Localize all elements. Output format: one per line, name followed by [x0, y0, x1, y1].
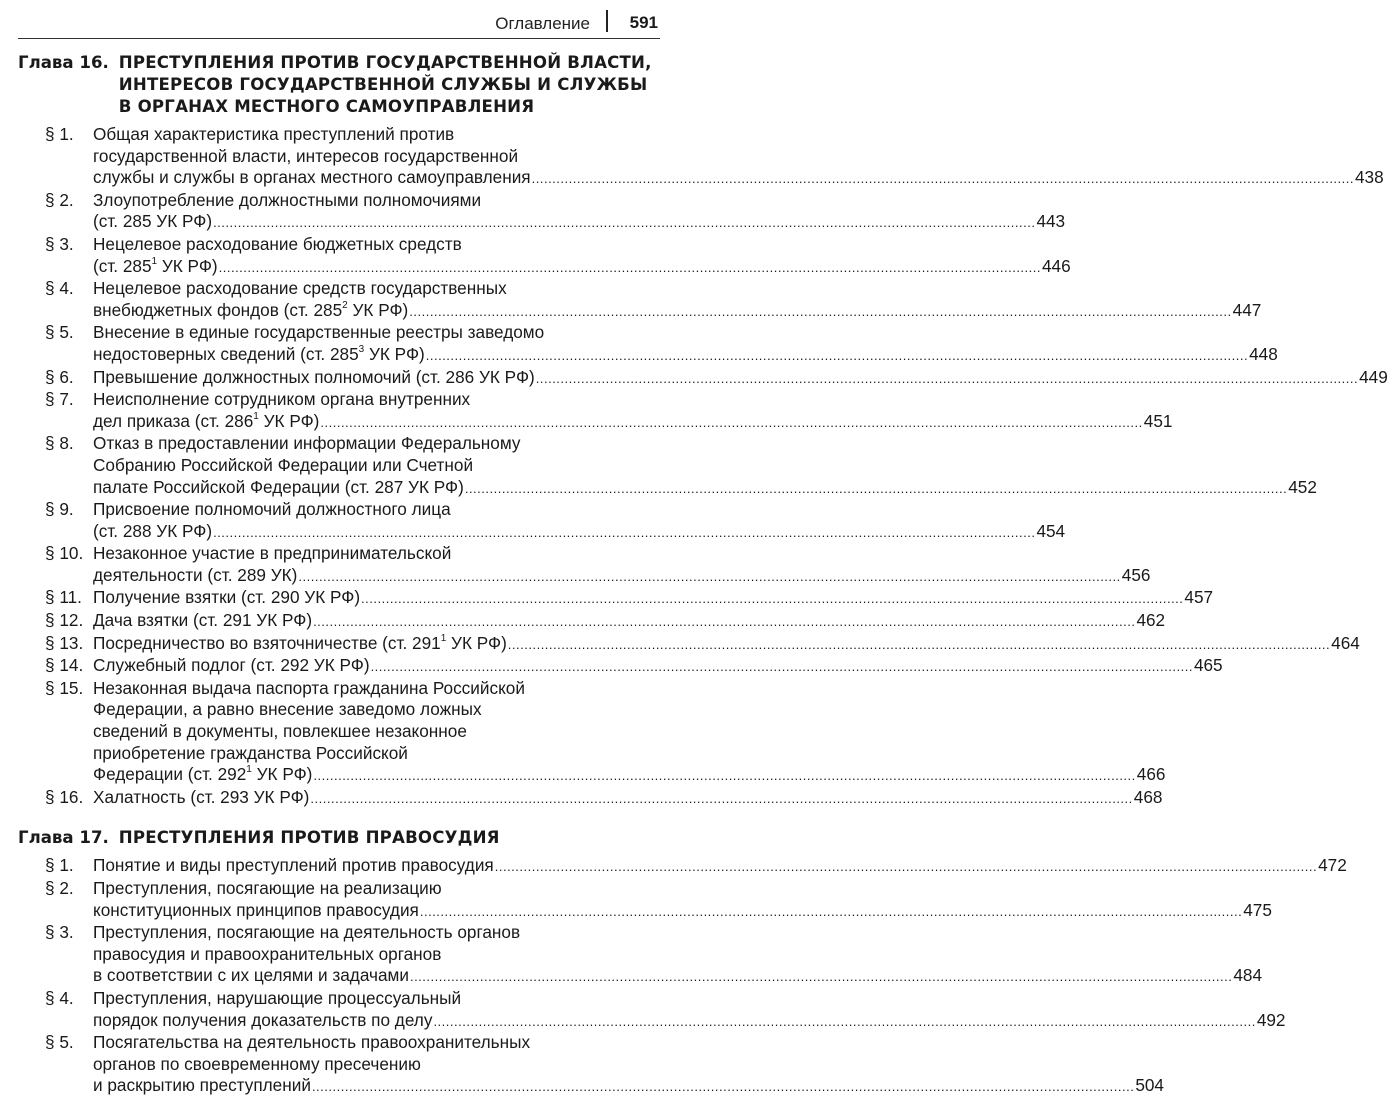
toc-entry-text: порядок получения доказательств по делу	[93, 1009, 433, 1030]
dot-leader	[508, 634, 1330, 656]
toc-entry-text: Незаконное участие в предпринимательской	[93, 543, 452, 564]
section-number: § 16.	[45, 786, 84, 807]
toc-entry-text: Внесение в единые государственные реестры заведомо	[93, 322, 545, 343]
section-number: § 7.	[45, 389, 74, 410]
toc-entry-text: (ст. 288 УК РФ)	[93, 520, 213, 541]
section-number: § 3.	[45, 922, 74, 943]
section-number: § 12.	[45, 610, 84, 631]
toc-entry-body	[93, 922, 1262, 988]
toc-entry-text: сведений в документы, повлекшее незаконное	[93, 721, 467, 742]
toc-entry-body	[93, 655, 1223, 678]
toc-entry-line	[93, 455, 1317, 477]
section-number: § 15.	[45, 677, 84, 698]
toc-entry[interactable]	[18, 855, 1347, 878]
section-number: § 4.	[45, 278, 74, 299]
toc-entry-body	[93, 499, 1065, 543]
page-number[interactable]: 472	[1318, 855, 1347, 876]
toc-entry-body	[93, 190, 1065, 234]
toc-entry-line	[93, 344, 1278, 367]
section-number: § 6.	[45, 366, 74, 387]
toc-entry[interactable]	[18, 677, 1166, 787]
toc-entry-line	[93, 190, 1065, 212]
toc-entry[interactable]	[18, 878, 1272, 922]
toc-entry-text: Получение взятки (ст. 290 УК РФ)	[93, 587, 361, 608]
section-number: § 14.	[45, 655, 84, 676]
dot-leader	[536, 368, 1358, 390]
toc-entry-text: деятельности (ст. 289 УК)	[93, 564, 298, 585]
toc-entry-line	[93, 234, 1071, 256]
toc-entry-line	[93, 367, 1388, 390]
toc-entry-text: Отказ в предоставлении информации Федеральному	[93, 433, 521, 454]
toc-entry-body	[93, 278, 1261, 322]
toc-entry-line	[93, 721, 1165, 743]
toc-entry-text: Неисполнение сотрудником органа внутренних	[93, 389, 471, 410]
toc-entry-text: Присвоение полномочий должностного лица	[93, 499, 451, 520]
chapter-label: Глава 17.	[18, 828, 109, 848]
toc-entry-body	[93, 234, 1071, 278]
page-number[interactable]: 464	[1331, 632, 1360, 653]
toc-entry-text: Нецелевое расходование бюджетных средств	[93, 233, 462, 254]
toc-entry-text: конституционных принципов правосудия	[93, 899, 419, 920]
toc-entry-line	[93, 167, 1384, 190]
toc-entry[interactable]	[18, 922, 1263, 988]
toc-entry-text: Служебный подлог (ст. 292 УК РФ)	[93, 655, 370, 676]
toc-entry-body	[93, 988, 1286, 1032]
header-section-title: Оглавление	[495, 14, 590, 33]
toc-entry[interactable]	[18, 786, 1163, 810]
toc-entry[interactable]	[18, 987, 1286, 1032]
chapter-1	[18, 52, 1388, 809]
dot-leader	[433, 1011, 1255, 1033]
toc-entry-line	[93, 655, 1223, 678]
toc-entry-text: палате Российской Федерации (ст. 287 УК РФ)	[93, 476, 464, 497]
toc-entry-line	[93, 743, 1165, 765]
toc-entry-text: Дача взятки (ст. 291 УК РФ)	[93, 610, 313, 631]
toc-entry-line	[93, 477, 1317, 500]
toc-entry-text: (ст. 285 УК РФ)	[93, 211, 213, 232]
dot-leader	[320, 412, 1142, 434]
dot-leader	[219, 257, 1041, 279]
dot-leader	[465, 478, 1287, 500]
page-number[interactable]: 448	[1249, 343, 1278, 364]
toc-entry[interactable]	[18, 543, 1151, 587]
toc-entry-line	[93, 278, 1261, 300]
toc-entry-text: Федерации (ст. $292^1$ УК РФ)	[93, 764, 313, 785]
page-number[interactable]: 457	[1184, 587, 1214, 608]
section-number: § 10.	[45, 543, 84, 564]
page-number[interactable]: 465	[1193, 655, 1223, 676]
toc-entry-line	[93, 1054, 1164, 1076]
table-of-contents	[18, 52, 1388, 1116]
toc-entry-line	[93, 587, 1213, 610]
dot-leader	[213, 212, 1035, 234]
toc-entry-line	[93, 900, 1272, 923]
page-number[interactable]: 449	[1359, 366, 1388, 387]
page-number[interactable]: 452	[1288, 476, 1317, 497]
section-number: § 3.	[45, 233, 74, 254]
toc-entry-body	[93, 1032, 1164, 1098]
toc-entry[interactable]	[18, 499, 1066, 543]
page-number[interactable]: 456	[1121, 564, 1151, 585]
toc-entry-text: государственной власти, интересов государственной	[93, 145, 519, 166]
toc-entry-text: Посягательства на деятельность правоохранительных	[93, 1032, 531, 1053]
toc-entry-text: Нецелевое расходование средств государственных	[93, 278, 507, 299]
toc-entry[interactable]	[18, 610, 1166, 633]
page-number[interactable]: 438	[1355, 167, 1384, 188]
section-number: § 11.	[45, 587, 82, 608]
dot-leader	[420, 901, 1242, 923]
section-number: § 8.	[45, 433, 74, 454]
section-number: § 2.	[45, 878, 74, 898]
toc-entry-text: Превышение должностных полномочий (ст. 286 УК РФ)	[93, 366, 535, 387]
toc-entry[interactable]	[18, 632, 1360, 656]
dot-leader	[313, 611, 1135, 633]
toc-entry[interactable]	[18, 189, 1066, 234]
toc-entry[interactable]	[18, 587, 1214, 610]
dot-leader	[409, 301, 1231, 323]
page-number[interactable]: 462	[1136, 610, 1166, 631]
toc-entry-body	[93, 389, 1172, 433]
toc-entry-line	[93, 610, 1165, 633]
toc-entry-line	[93, 521, 1065, 544]
toc-entry-text: в соответствии с их целями и задачами	[93, 965, 409, 986]
toc-entry-body	[93, 855, 1347, 878]
toc-entry-body	[93, 367, 1388, 390]
toc-entry[interactable]	[18, 389, 1173, 433]
toc-entry-line	[93, 389, 1172, 411]
dot-leader	[310, 788, 1132, 810]
toc-entry-line	[93, 499, 1065, 521]
toc-entry-line	[93, 988, 1286, 1010]
section-number: § 2.	[45, 189, 74, 210]
toc-entry-line	[93, 433, 1317, 455]
chapter-heading	[18, 52, 659, 118]
toc-entry-line	[93, 211, 1065, 234]
toc-entry-body	[93, 543, 1150, 587]
toc-entry-body	[93, 633, 1360, 656]
page-number[interactable]: 504	[1135, 1075, 1164, 1096]
toc-entry-text: Преступления, посягающие на реализацию	[93, 878, 442, 898]
page-number[interactable]: 468	[1133, 786, 1163, 807]
dot-leader	[371, 656, 1193, 678]
section-number: § 5.	[45, 322, 74, 343]
page-number[interactable]: 446	[1042, 255, 1071, 276]
toc-entry-body	[93, 433, 1317, 499]
toc-entry-body	[93, 322, 1278, 366]
toc-entry-text: службы и службы в органах местного самоуправления	[93, 167, 531, 188]
toc-entry-line	[93, 855, 1347, 878]
toc-entry-body	[93, 787, 1162, 810]
section-number: § 4.	[45, 987, 74, 1008]
toc-entry-line	[93, 322, 1278, 344]
toc-entry-line	[93, 633, 1360, 656]
toc-entry[interactable]	[18, 366, 1388, 390]
header-divider	[606, 10, 608, 32]
toc-entry[interactable]	[18, 655, 1223, 678]
dot-leader	[532, 168, 1354, 190]
toc-entry-body	[93, 878, 1272, 922]
toc-entry-line	[93, 411, 1172, 434]
section-number: § 5.	[45, 1032, 74, 1053]
toc-entry-line	[93, 764, 1165, 787]
page-number[interactable]: 475	[1243, 899, 1272, 920]
toc-entry-text: Халатность (ст. 293 УК РФ)	[93, 786, 310, 807]
chapter-title-text: ПРЕСТУПЛЕНИЯ ПРОТИВ ГОСУДАРСТВЕННОЙ ВЛАСТИ, ИНТЕРЕСОВ ГОСУДАРСТВЕННОЙ СЛУЖБЫ И СЛУЖБЫ В ОРГАНАХ МЕСТНОГО САМОУПРАВЛЕНИЯ	[118, 53, 652, 116]
dot-leader	[426, 345, 1248, 367]
page-number[interactable]: 451	[1143, 410, 1173, 431]
toc-entry-text: Незаконная выдача паспорта гражданина Российской	[93, 677, 525, 698]
toc-entry-line	[93, 146, 1384, 168]
header-page-number: 591	[629, 13, 658, 32]
page-number[interactable]: 466	[1136, 764, 1166, 785]
toc-entry-line	[93, 787, 1162, 810]
toc-entry-text: Преступления, нарушающие процессуальный	[93, 987, 462, 1008]
dot-leader	[298, 566, 1120, 588]
chapter-label: Глава 16.	[18, 53, 109, 72]
toc-entry-line	[93, 1075, 1164, 1098]
toc-entry-text: Общая характеристика преступлений против	[93, 124, 455, 144]
toc-entry-text: и раскрытию преступлений	[93, 1075, 311, 1096]
toc-entry[interactable]	[18, 433, 1317, 499]
section-number: § 9.	[45, 499, 74, 520]
page-number[interactable]: 454	[1036, 520, 1066, 541]
toc-entry-text: Федерации, а равно внесение заведомо ложных	[93, 699, 482, 720]
toc-entry-line	[93, 543, 1150, 565]
toc-entry-text: правосудия и правоохранительных органов	[93, 943, 442, 964]
page-number[interactable]: 443	[1036, 211, 1066, 232]
toc-entry-body	[93, 587, 1213, 610]
toc-entry-text: внебюджетных фондов (ст. $285^2$ УК РФ)	[93, 299, 409, 320]
toc-entry-text: Собранию Российской Федерации или Счетной	[93, 454, 474, 475]
toc-entry-body	[93, 124, 1384, 190]
toc-entry-line	[93, 1032, 1164, 1054]
toc-entry-line	[93, 1010, 1286, 1033]
toc-entry-body	[93, 610, 1165, 633]
toc-entry-text: Понятие и виды преступлений против правосудия	[93, 855, 494, 876]
toc-entry-text: приобретение гражданства Российской	[93, 742, 408, 763]
toc-entry-line	[93, 678, 1165, 700]
toc-entry-line	[93, 878, 1272, 900]
toc-entry-line	[93, 922, 1262, 944]
dot-leader	[410, 966, 1232, 988]
section-number: § 13.	[45, 632, 84, 653]
dot-leader	[312, 1076, 1134, 1098]
toc-entry-text: дел приказа (ст. $286^1$ УК РФ)	[93, 410, 320, 431]
toc-entry-text: (ст. $285^1$ УК РФ)	[93, 255, 218, 276]
toc-entry[interactable]	[18, 233, 1071, 278]
dot-leader	[213, 522, 1035, 544]
chapter-2	[18, 827, 1347, 1098]
toc-entry-text: органов по своевременному пресечению	[93, 1053, 421, 1074]
toc-entry[interactable]	[18, 322, 1278, 366]
dot-leader	[313, 765, 1135, 787]
dot-leader	[495, 856, 1317, 878]
page-number[interactable]: 484	[1233, 965, 1263, 986]
toc-entry-text: недостоверных сведений (ст. $285^3$ УК РФ)	[93, 343, 425, 364]
section-number: § 1.	[45, 855, 74, 876]
page-number[interactable]: 492	[1256, 1009, 1286, 1030]
chapter-heading	[18, 827, 659, 849]
toc-entry-line	[93, 124, 1384, 146]
toc-entry-line	[93, 699, 1165, 721]
section-number: § 1.	[45, 124, 74, 144]
toc-entry[interactable]	[18, 124, 1384, 190]
toc-entry-line	[93, 965, 1262, 988]
toc-entry-line	[93, 300, 1261, 323]
toc-entry-text: Преступления, посягающие на деятельность органов	[93, 922, 521, 943]
toc-entry-text: Злоупотребление должностными полномочиями	[93, 189, 482, 210]
toc-entry-body	[93, 678, 1165, 787]
running-header	[18, 8, 660, 39]
toc-entry-line	[93, 565, 1150, 588]
toc-entry-text: Посредничество во взяточничестве (ст. $291^1$ УК РФ)	[93, 632, 507, 653]
toc-entry[interactable]	[18, 278, 1262, 322]
page-number[interactable]: 447	[1232, 299, 1262, 320]
toc-entry-line	[93, 256, 1071, 279]
toc-entry-line	[93, 944, 1262, 966]
chapter-title-text: ПРЕСТУПЛЕНИЯ ПРОТИВ ПРАВОСУДИЯ	[118, 828, 500, 848]
dot-leader	[361, 588, 1183, 610]
toc-entry[interactable]	[18, 1032, 1164, 1098]
